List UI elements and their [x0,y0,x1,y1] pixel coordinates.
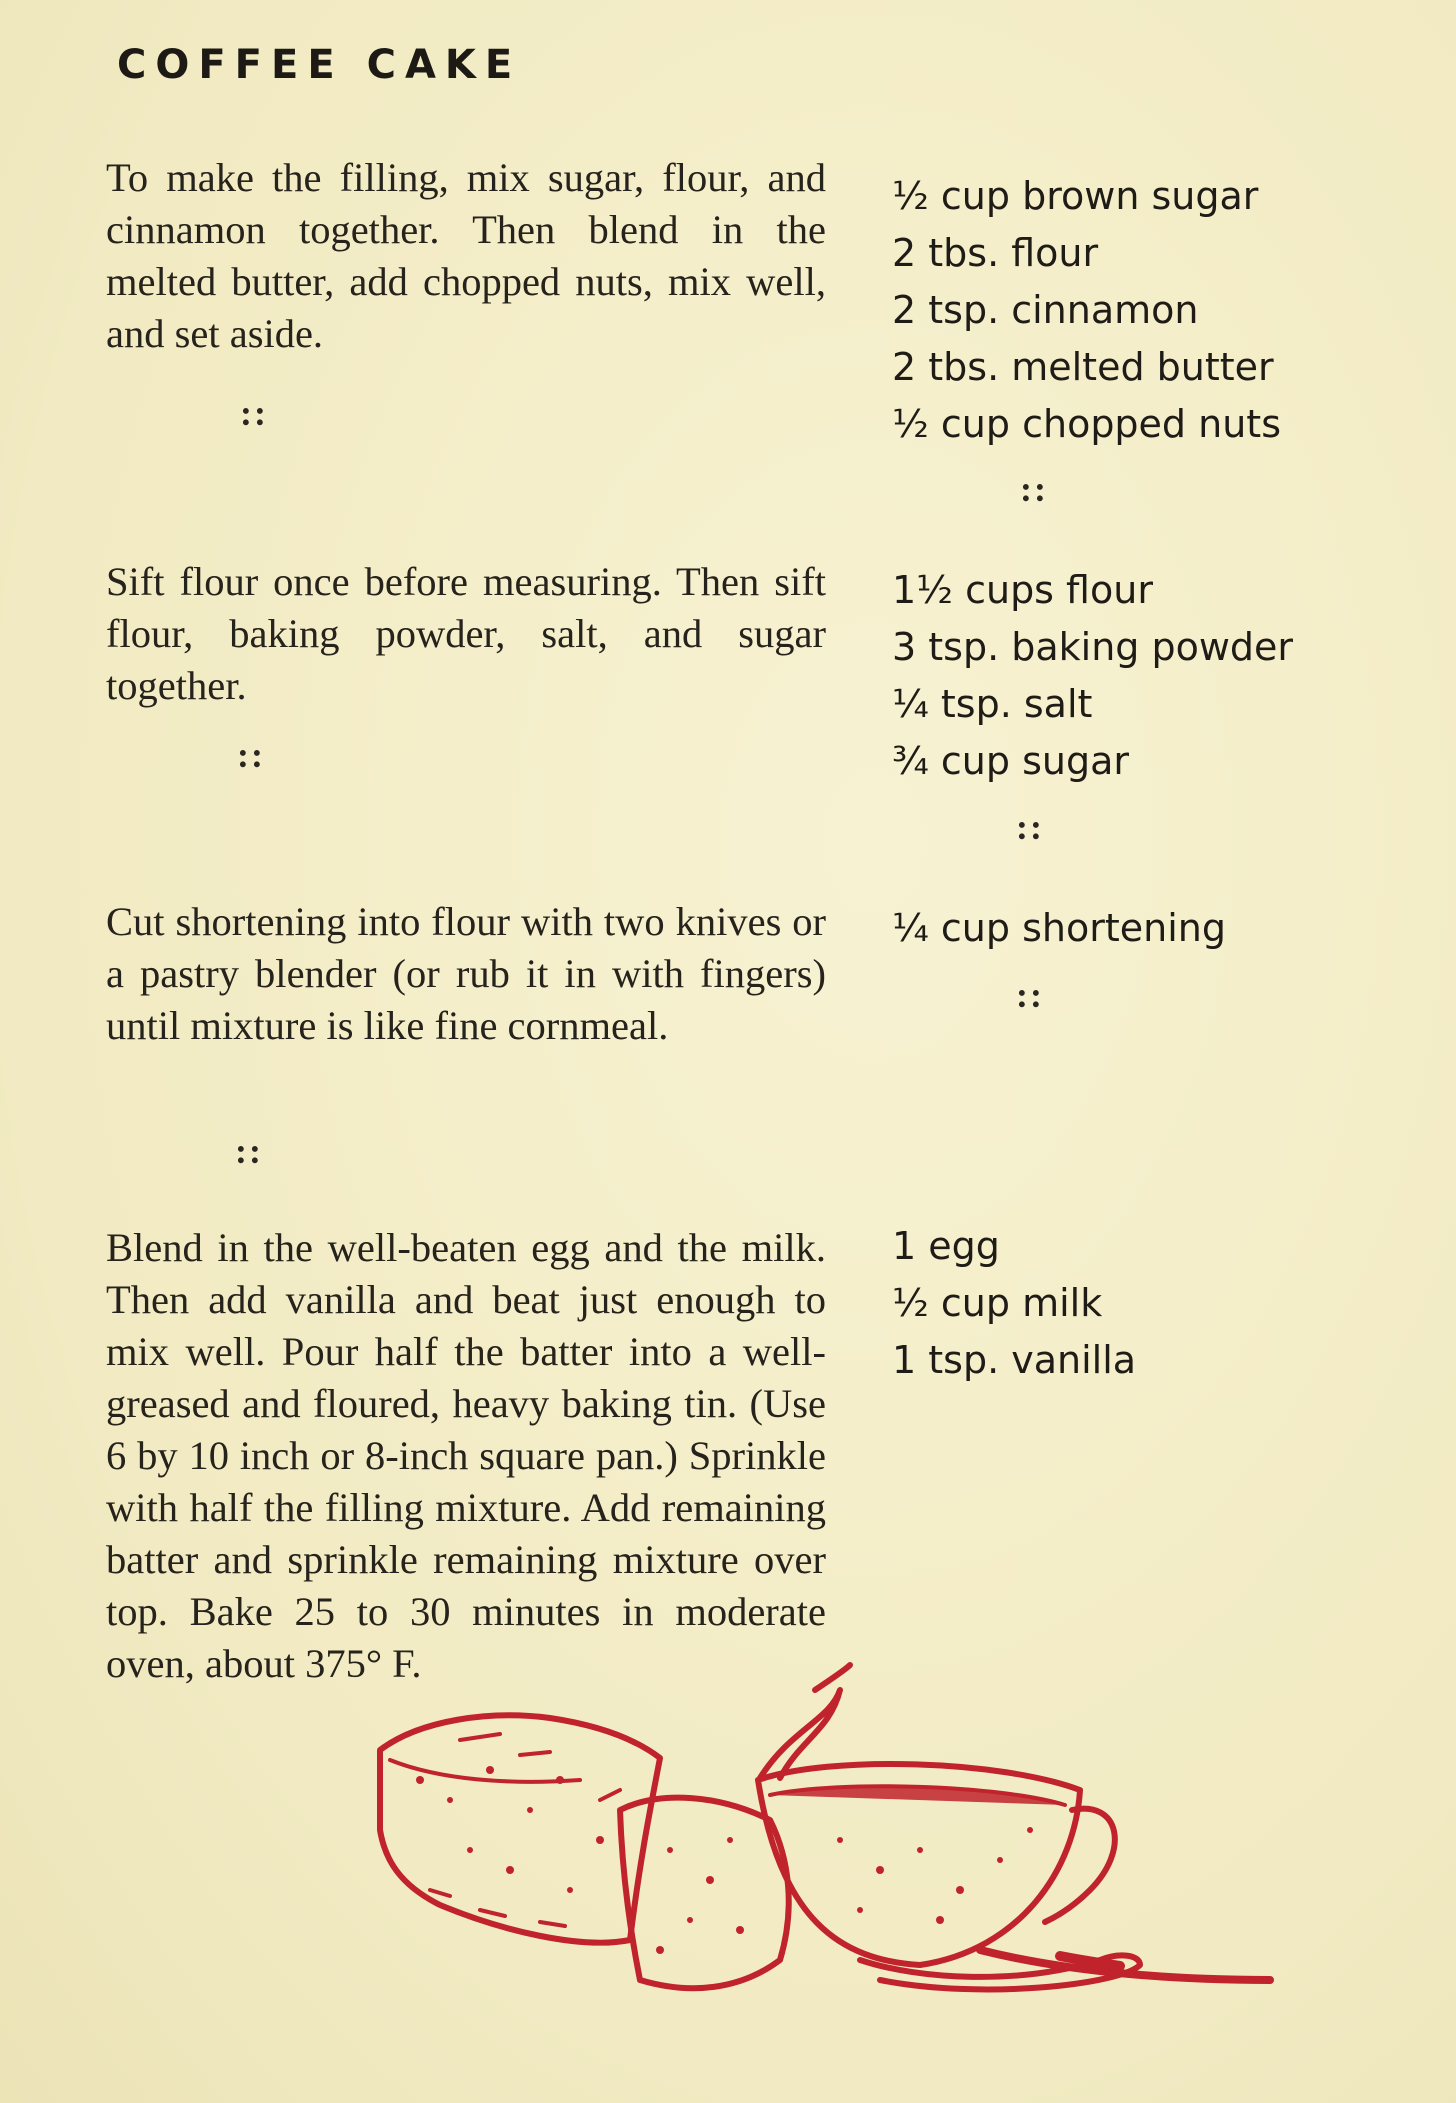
ingredient-item: ½ cup brown sugar [892,174,1259,218]
ingredient-list-3 [892,900,1332,957]
coffee-cake-and-cup-illustration [360,1660,1280,2060]
instruction-step-2: Sift flour once before measuring. Then sift flour, baking powder, salt, and sugar together. [106,559,826,708]
ingredient-item: 1½ cups flour [892,568,1153,612]
step-separator: :: [235,1131,263,1171]
ingredient-item: 2 tsp. cinnamon [892,288,1199,332]
ingredient-list-2 [892,562,1332,790]
ingredient-item: ½ cup chopped nuts [892,402,1281,446]
ingredient-item: 3 tsp. baking powder [892,625,1294,669]
ingredient-item: ¼ tsp. salt [892,682,1093,726]
ingredient-separator: :: [1016,807,1044,847]
ingredient-item: 1 tsp. vanilla [892,1338,1137,1382]
ingredient-item: ¾ cup sugar [892,739,1129,783]
ingredient-item: 2 tbs. melted butter [892,345,1274,389]
ingredient-item: ½ cup milk [892,1281,1103,1325]
step-separator: :: [237,735,265,775]
ingredient-list-1 [892,168,1332,453]
instruction-step-1: To make the filling, mix sugar, flour, and cinnamon together. Then blend in the melted butter, add chopped nuts, mix well, and set aside. [106,155,826,356]
ingredient-item: ¼ cup shortening [892,906,1226,950]
instruction-step-4: Blend in the well-beaten egg and the milk. Then add vanilla and beat just enough to mix well. Pour half the batter into a well-greased and floured, heavy baking tin. (Use 6 by 10 inch or 8-inch square pan.) Sprinkle with half the filling mixture. Add remaining batter and sprinkle remaining mixture over top. Bake 25 to 30 minutes in moderate oven, about 375° F. [106,1225,826,1686]
ingredient-item: 2 tbs. flour [892,231,1099,275]
ingredient-separator: :: [1020,469,1048,509]
recipe-title: COFFEE CAKE [117,42,522,88]
ingredient-separator: :: [1016,975,1044,1015]
step-separator: :: [240,393,268,433]
ingredient-list-4 [892,1218,1332,1389]
ingredient-item: 1 egg [892,1224,1000,1268]
instruction-step-3: Cut shortening into flour with two knives or a pastry blender (or rub it in with fingers) until mixture is like fine cornmeal. [106,899,826,1048]
